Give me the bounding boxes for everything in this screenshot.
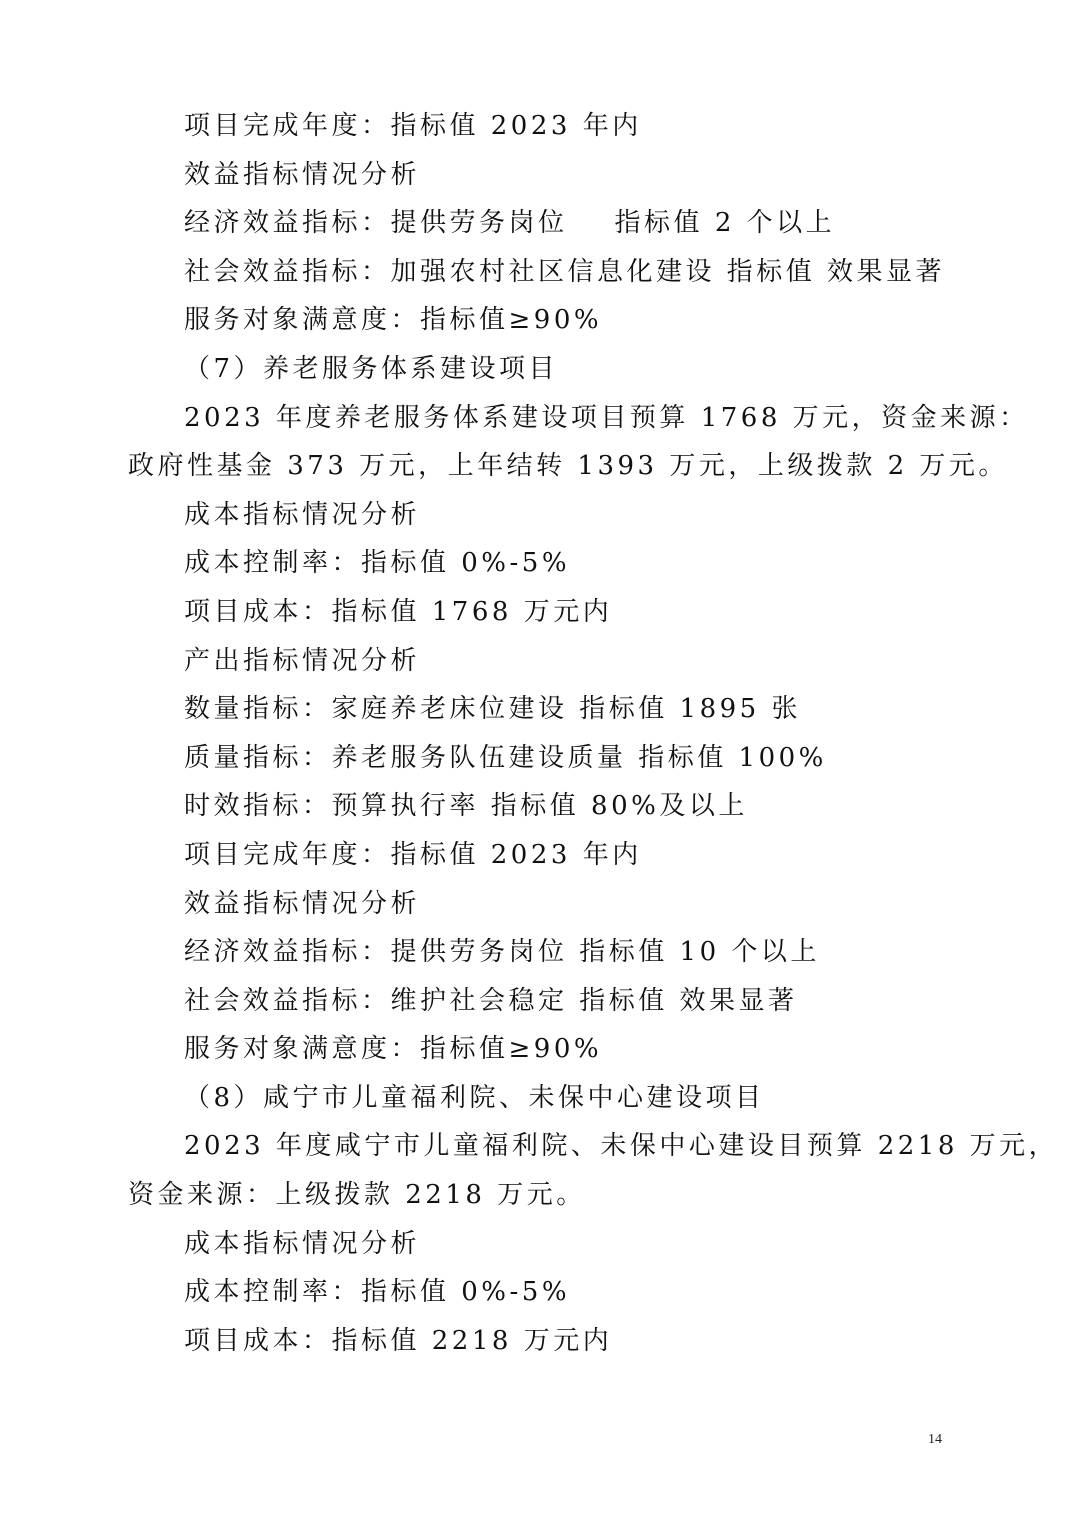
text-line: 服务对象满意度：指标值≥90% xyxy=(184,1034,603,1065)
document-body xyxy=(128,102,1059,1365)
text-line: 成本控制率：指标值 0%-5% xyxy=(184,1277,571,1308)
paragraph-line: 政府性基金 373 万元，上年结转 1393 万元，上级拨款 2 万元。 xyxy=(128,451,1008,482)
paragraph-line: 2023 年度咸宁市儿童福利院、未保中心建设目预算 2218 万元， xyxy=(184,1131,1059,1162)
section-heading: 效益指标情况分析 xyxy=(184,159,421,190)
text-line: 时效指标：预算执行率 指标值 80%及以上 xyxy=(184,791,748,822)
text-line: 项目成本：指标值 2218 万元内 xyxy=(184,1325,613,1356)
page-number: 14 xyxy=(928,1432,942,1447)
text-line: 质量指标：养老服务队伍建设质量 指标值 100% xyxy=(184,742,827,773)
text-line: 项目成本：指标值 1768 万元内 xyxy=(184,596,613,627)
section-heading: 成本指标情况分析 xyxy=(184,1228,421,1259)
section-heading: 效益指标情况分析 xyxy=(184,888,421,919)
project-heading: （8）咸宁市儿童福利院、未保中心建设项目 xyxy=(184,1082,765,1113)
section-heading: 成本指标情况分析 xyxy=(184,499,421,530)
project-heading: （7）养老服务体系建设项目 xyxy=(184,353,559,384)
section-heading: 产出指标情况分析 xyxy=(184,645,421,676)
paragraph-line: 资金来源：上级拨款 2218 万元。 xyxy=(128,1180,586,1211)
text-line: 服务对象满意度：指标值≥90% xyxy=(184,305,603,336)
text-line: 数量指标：家庭养老床位建设 指标值 1895 张 xyxy=(184,694,801,725)
text-line: 社会效益指标：维护社会稳定 指标值 效果显著 xyxy=(184,985,798,1016)
text-line: 项目完成年度：指标值 2023 年内 xyxy=(184,839,642,870)
text-line: 成本控制率：指标值 0%-5% xyxy=(184,548,571,579)
paragraph-line: 2023 年度养老服务体系建设项目预算 1768 万元，资金来源： xyxy=(184,402,1029,433)
text-line: 社会效益指标：加强农村社区信息化建设 指标值 效果显著 xyxy=(184,256,946,287)
text-line: 经济效益指标：提供劳务岗位 指标值 10 个以上 xyxy=(184,937,820,968)
text-line: 经济效益指标：提供劳务岗位 指标值 2 个以上 xyxy=(184,208,836,239)
text-line: 项目完成年度：指标值 2023 年内 xyxy=(184,111,642,141)
